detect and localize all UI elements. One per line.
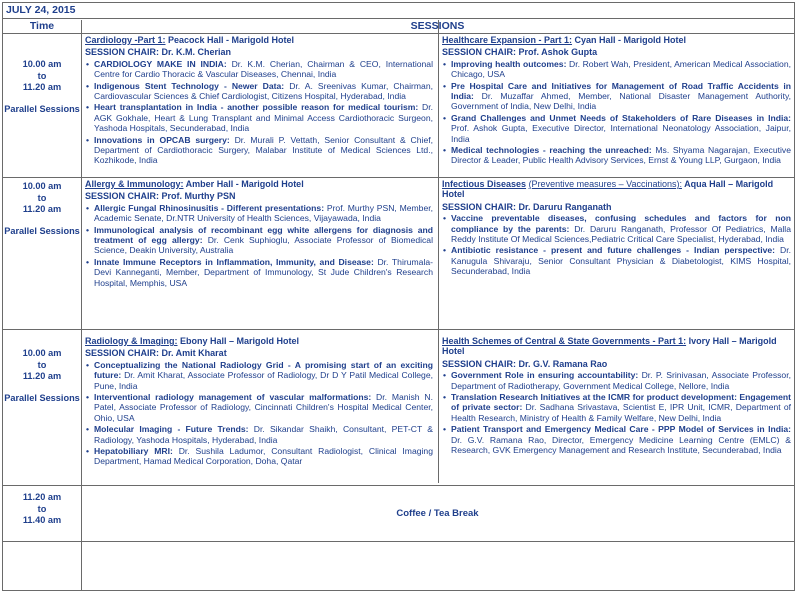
talk-item: • Government Role in ensuring accountability: Dr. P. Srinivasan, Associate Professor, Department of Radiotherapy, Government Medical College, Nellore, India: [451, 370, 791, 391]
time-start: 10.00 am: [22, 181, 62, 191]
session-health-schemes: [442, 336, 791, 456]
time-to: to: [37, 192, 47, 203]
talk-item: • Improving health outcomes: Dr. Robert Wah, President, American Medical Association, Chicago, USA: [451, 59, 791, 80]
time-to: to: [37, 70, 47, 81]
session-chair: SESSION CHAIR: Dr. K.M. Cherian: [85, 47, 232, 58]
talk-item: • Antibiotic resistance - present and future challenges - Indian perspective: Dr. Kanugula Shivaraju, Senior Consultant Physician & Diabetologist, KIMS Hospital, Secunderabad, India: [451, 245, 791, 276]
coffee-break-label: Coffee / Tea Break: [396, 508, 479, 519]
session-allergy-immunology: [85, 179, 433, 289]
program-table: [2, 2, 795, 591]
time-end: 11.20 am: [22, 204, 62, 214]
time-to: to: [37, 503, 47, 514]
sessions-header: SESSIONS: [410, 20, 465, 32]
talk-item: • Translation Research Initiatives at the ICMR for product development: Engagement of private sector: Dr. Sadhana Srivastava, Scientist E, IPR Unit, ICMR, Department of Health Research, Ministry of Health & Family Welfare, New Delhi, India: [451, 392, 791, 423]
divider: [3, 485, 794, 486]
session-title: Allergy & Immunology: Amber Hall - Marigold Hotel: [85, 179, 304, 189]
time-slot: [3, 59, 81, 115]
divider: [3, 541, 794, 542]
page-date: JULY 24, 2015: [6, 4, 76, 16]
divider: [81, 20, 82, 590]
divider: [3, 329, 794, 330]
session-healthcare-expansion: [442, 35, 791, 167]
talk-item: • CARDIOLOGY MAKE IN INDIA: Dr. K.M. Cherian, Chairman & CEO, International Centre for Cardio Thoracic & Vascular Diseases, Chennai, India: [94, 59, 433, 80]
divider: [3, 18, 794, 19]
talk-item: • Indigenous Stent Technology - Newer Data: Dr. A. Sreenivas Kumar, Chairman, Cardiovascular Sciences & Chief Cardiologist, Citizens Hospital, Hyderabad, India: [94, 81, 433, 102]
time-start: 11.20 am: [22, 492, 62, 502]
talk-item: • Patient Transport and Emergency Medical Care - PPP Model of Services in India: Dr. G.V. Ramana Rao, Director, Emergency Medicine Learning Centre (EMLC) & Research, GVK Emergency Management and Research Institute, Secunderabad, India: [451, 424, 791, 455]
time-end: 11.20 am: [22, 82, 62, 92]
time-slot: [3, 348, 81, 404]
divider: [3, 177, 794, 178]
session-chair: SESSION CHAIR: Prof. Ashok Gupta: [442, 47, 598, 58]
session-title: Health Schemes of Central & State Governments - Part 1: Ivory Hall – Marigold Hotel: [442, 336, 777, 357]
parallel-sessions-label: Parallel Sessions: [4, 225, 80, 236]
talk-item: • Innate Immune Receptors in Inflammation, Immunity, and Disease: Dr. Thirumala-Devi Kanneganti, Member, Department of Immunology, St Jude Children's Research Hospital, Memphis, USA: [94, 257, 433, 288]
parallel-sessions-label: Parallel Sessions: [4, 392, 80, 403]
time-end: 11.40 am: [22, 515, 62, 525]
session-chair: SESSION CHAIR: Prof. Murthy PSN: [85, 191, 236, 202]
time-slot: [3, 181, 81, 237]
session-infectious-diseases: [442, 179, 791, 278]
time-start: 10.00 am: [22, 59, 62, 69]
talk-item: • Allergic Fungal Rhinosinusitis - Different presentations: Prof. Murthy PSN, Member, Academic Senate, Dr.NTR University of Health Sciences, Vijayawada, India: [94, 203, 433, 224]
session-chair: SESSION CHAIR: Dr. Amit Kharat: [85, 348, 227, 359]
session-radiology-imaging: [85, 336, 433, 468]
break-time-slot: [3, 492, 81, 527]
session-chair: SESSION CHAIR: Dr. Daruru Ranganath: [442, 201, 612, 212]
parallel-sessions-label: Parallel Sessions: [4, 103, 80, 114]
talk-item: • Interventional radiology management of vascular malformations: Dr. Manish N. Patel, Associate Professor of Radiology, Cincinnati Children's Hospital Medical Center, Ohio, USA: [94, 392, 433, 423]
session-title: Cardiology -Part 1: Peacock Hall - Marigold Hotel: [85, 35, 295, 45]
time-start: 10.00 am: [22, 348, 62, 358]
session-title: Infectious Diseases (Preventive measures – Vaccinations): Aqua Hall – Marigold Hotel: [442, 179, 774, 200]
talk-item: • Medical technologies - reaching the unreached: Ms. Shyama Nagarajan, Executive Director & Leader, Public Health Advisory Services, Ernst & Young LLP, Gurgaon, India: [451, 145, 791, 166]
session-title: Radiology & Imaging: Ebony Hall – Marigold Hotel: [85, 336, 300, 346]
time-to: to: [37, 359, 47, 370]
talk-item: • Grand Challenges and Unmet Needs of Stakeholders of Rare Diseases in India: Prof. Ashok Gupta, Executive Director, International Neonatology Association, Jaipur, India: [451, 113, 791, 144]
divider: [3, 33, 794, 34]
session-title: Healthcare Expansion - Part 1: Cyan Hall - Marigold Hotel: [442, 35, 687, 45]
session-cardiology: [85, 35, 433, 167]
talk-item: • Molecular Imaging - Future Trends: Dr. Sikandar Shaikh, Consultant, PET-CT & Radiology, Yashoda Hospitals, Hyderabad, India: [94, 424, 433, 445]
talk-item: • Heart transplantation in India - another possible reason for medical tourism: Dr. AGK Gokhale, Heart & Lung Transplant and Minimal Access Cardiothoracic Surgeon, Yashoda Hospitals, Secunderabad, India: [94, 102, 433, 133]
talk-item: • Hepatobiliary MRI: Dr. Sushila Ladumor, Consultant Radiologist, Clinical Imaging Department, Hamad Medical Corporation, Doha, Qatar: [94, 446, 433, 467]
time-header: Time: [29, 20, 55, 32]
talk-item: • Conceptualizing the National Radiology Grid - A promising start of an exciting future: Dr. Amit Kharat, Associate Professor of Radiology, Dr D Y Patil Medical College, Pune, India: [94, 360, 433, 391]
session-chair: SESSION CHAIR: Dr. G.V. Ramana Rao: [442, 358, 608, 369]
time-end: 11.20 am: [22, 371, 62, 381]
talk-item: • Vaccine preventable diseases, confusing schedules and factors for non compliance by the parents: Dr. Daruru Ranganath, Professor Of Pediatrics, Malla Reddy Institute Of Medical Sciences,Pediatric Critical Care Specialist, Hyderabad, India: [451, 213, 791, 244]
talk-item: • Pre Hospital Care and Initiatives for Management of Road Traffic Accidents in India: Dr. Muzaffar Ahmed, Member, National Disaster Management Authority, Government of India, New Delhi, India: [451, 81, 791, 112]
talk-item: • Innovations in OPCAB surgery: Dr. Murali P. Vettath, Senior Consultant & Chief, Department of Cardiothoracic Surgery, Malabar Institute of Medical Sciences Ltd., Kozhikode, India: [94, 135, 433, 166]
divider: [438, 20, 439, 483]
talk-item: • Immunological analysis of recombinant egg white allergens for diagnosis and treatment of egg allergy: Dr. Cenk Suphioglu, Associate Professor of Biomedical Science, Deakin University, Australia: [94, 225, 433, 256]
